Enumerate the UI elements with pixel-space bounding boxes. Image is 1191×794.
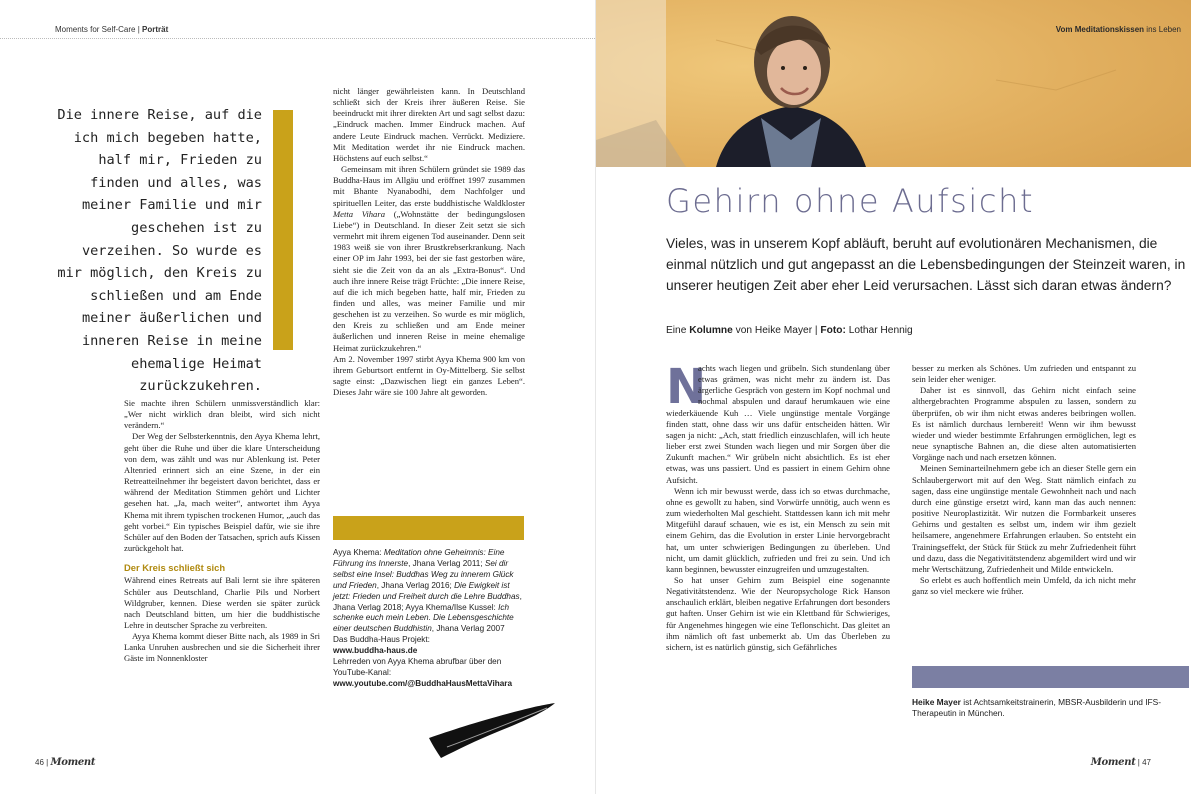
page-number: 47 <box>1142 758 1151 767</box>
paragraph: nicht länger gewährleisten kann. In Deutschland schließt sich der Kreis ihrer äußeren Reise. Sie beeindruckt mit ihrer direkten Art und sagt selbst dazu: „Eindruck machen. Immer Eindruck machen. Auf andere Leute Eindruck machen. Verrückt. Mediziere. Mit Meditation werdet ihr nie Eindruck machen. Höchstens auf euch selbst.“ <box>333 86 525 163</box>
brush-stroke-decoration <box>427 700 557 760</box>
header-section: Moments for Self-Care <box>55 25 136 34</box>
info-box-bar <box>333 516 524 540</box>
right-column-2 <box>912 363 1136 597</box>
running-header-right: Vom Meditationskissen ins Leben <box>1055 25 1181 34</box>
pull-quote-bar <box>273 110 293 350</box>
paragraph: So hat unser Gehirn zum Beispiel eine sogenannte Negativitätstendenz. Wie der Neuropsychologe Rick Hanson anschaulich erklärt, bleiben negative Erfahrungen dort besonders gut haften. Unser Gehirn ist wie ein Klettband für Schwieriges, für Angenehmes hingegen wie eine Teflonschicht. Das gleitet an ihm nämlich oft fast unbemerkt ab. Um das Überleben zu sichern, ist es natürlich günstig, sich Gefährliches <box>666 574 890 652</box>
pull-quote: Die innere Reise, auf die ich mich begeben hatte, half mir, Frieden zu finden und alles, was meiner Familie und mir geschehen ist zu verzeihen. So wurde es mir möglich, den Kreis zu schließen und am Ende meiner äußerlichen und inneren Reise in meine ehemalige Heimat zurückzukehren. <box>57 107 262 395</box>
subheading: Der Kreis schließt sich <box>124 562 226 574</box>
right-column-1 <box>666 359 890 653</box>
magazine-logo: Moment <box>1090 757 1136 768</box>
paragraph: Daher ist es sinnvoll, das Gehirn nicht einfach seine althergebrachten Programme abspulen zu lassen, sondern zu überprüfen, ob wir ihm nicht etwas anderes beibringen wollen. Es ist nämlich durchaus lernbereit! Wenn wir ihm bewusst wieder und wieder bestimmte Erfahrungen ermöglichen, legt es neue synaptische Bahnen an, die diese alten automatisierten Vorgänge nach und nach ersetzen können. <box>912 385 1136 463</box>
paragraph: Der Weg der Selbsterkenntnis, den Ayya Khema lehrt, geht über die Ruhe und über die klare Unterscheidung von dem, was zählt und was nur Ablenkung ist. Peter Altenried erinnert sich an eine Szene, in der ein Retreatteilnehmer ihr begeistert davon berichtet, dass er während der Meditation Stimmen gehört und Lichter gesehen hat. „Ja, mach weiter“, antwortet ihm Ayya Khema mit ihrem typischen trockenen Humor, „auch das geht vorbei.“ Ein typisches Beispiel dafür, wie sie ihre Schüler auf den Boden der Tatsachen, sprich aufs Kissen zurückgeholt hat. <box>124 431 320 554</box>
paragraph: Am 2. November 1997 stirbt Ayya Khema 900 km von ihrem Geburtsort entfernt in Oy-Mittelberg. Sie selbst sagte einst: „Dazwischen liegt ein ganzes Leben“. Dieses Jahr wäre sie 100 Jahre alt geworden. <box>333 353 525 398</box>
author-bio-bar <box>912 666 1189 688</box>
youtube-link[interactable]: www.youtube.com/@BuddhaHausMettaVihara <box>333 678 513 688</box>
drop-cap: N <box>666 359 707 415</box>
paragraph: So erlebt es auch hoffentlich mein Umfeld, da ich nicht mehr ganz so viel meckere wie früher. <box>912 574 1136 597</box>
paragraph: besser zu merken als Schönes. Um zufrieden und entspannt zu sein leider eher weniger. <box>912 363 1136 385</box>
paragraph: Wenn ich mir bewusst werde, dass ich so etwas durchmache, ohne es gewollt zu haben, sind Vorwürfe unnötig, auch wenn es zum wiederholten Mal geschieht. Stattdessen kann ich mit mehr Mitgefühl darauf schauen, wie es ist, ein Mensch zu sein mit einem Gehirn, das die Evolution in erster Linie hervorgebracht hat, um unter schwierigen Bedingungen zu überleben. Und nicht, um damit glücklich, zufrieden und frei zu sein. Und ich kann beginnen, bewusster einzugreifen und umzugestalten. <box>666 485 890 574</box>
paragraph: Gemeinsam mit ihren Schülern gründet sie 1989 das Buddha-Haus im Allgäu und eröffnet 1997 zusammen mit Bhante Nyanabodhi, dem Nachfolger und spirituellen Leiter, das erste buddhistische Waldkloster Metta Vihara („Wohnstätte der bedingungslosen Liebe“) in Deutschland. In dieser Zeit setzt sie sich vermehrt mit ihrem eigenen Tod auseinander. Denn seit 1983 weiß sie von ihrer Brustkrebserkrankung. Nach einer OP im Jahr 1993, bei der sie fast gestorben wäre, sieht sie die Zeit von da an als „Extra-Bonus“. Und auch ihre innere Reise trägt Früchte: „Die innere Reise, auf die ich mich begeben hatte, half mir, Frieden zu finden und alles, was meiner Familie und mir geschehen ist zu verzeihen. So wurde es mir möglich, den Kreis zu schließen und am Ende meiner äußerlichen und inneren Reise in meine ehemalige Heimat zurückzukehren.“ <box>333 164 525 353</box>
header-category: Porträt <box>142 25 169 34</box>
byline: Eine Kolumne von Heike Mayer | Foto: Lothar Hennig <box>666 325 913 336</box>
paragraph: Meinen Seminarteilnehmern gebe ich an dieser Stelle gern ein Schlaubergerwort mit auf den Weg. Statt nämlich einfach zu sagen, dass eine ungünstige mentale Gewohnheit nach und nach durch eine günstige ersetzt wird, kann man das auch nennen: positive Neuroplastizität. Wir nutzen die Formbarkeit unseres Gehirns und gestalten es selbst um, indem wir ihm gezielt heilsamere, angenehmere Erfahrungen erlauben. So entsteht ein Trainingseffekt, der Stück für Stück zu mehr Zufriedenheit führt und dazu, dass die Negativitätstendenz abgemildert wird und wir mehr Wertschätzung, Zufriedenheit und Milde entwickeln. <box>912 463 1136 574</box>
website-link[interactable]: www.buddha-haus.de <box>333 646 418 656</box>
article-title: Gehirn ohne Aufsicht <box>666 182 1035 220</box>
folio-right: Moment | 47 <box>1090 757 1151 768</box>
header-dotted-rule <box>0 38 595 39</box>
info-box <box>333 548 525 690</box>
folio-left: 46 | Moment <box>35 757 96 768</box>
article-lead: Vieles, was in unserem Kopf abläuft, beruht auf evolutionären Mechanismen, die einmal nützlich und gut angepasst an die Lebensbedingungen der Steinzeit waren, in unserer heutigen Zeit aber eher Leid verursachen. Lässt sich daran etwas ändern? <box>666 236 1186 294</box>
left-column-1 <box>124 398 320 665</box>
paragraph: achts wach liegen und grübeln. Sich stundenlang über etwas grämen, was nicht mehr zu ändern ist. Das ärgerliche Gespräch von gestern im Kopf nochmal und nochmal abspulen und darauf herumkauen wie eine wiederkäuende Kuh … Viele ungünstige mentale Vorgänge finden statt, ohne dass wir uns dafür entscheiden hätten. Wir sagen ja nicht: „Ach, statt friedlich einzuschlafen, will ich heute lieber erst zwei Stunden wach liegen und mir Sorgen über die Zukunft machen.“ Wir grübeln nicht absichtlich. Es ist eher etwas, was uns passiert. Und es passiert in einem Gehirn ohne Aufsicht. <box>666 363 890 485</box>
italic-term: Metta Vihara <box>333 208 385 219</box>
right-page <box>596 0 1191 794</box>
left-page <box>0 0 595 794</box>
magazine-logo: Moment <box>50 757 96 768</box>
running-header-left <box>55 25 168 34</box>
paragraph: Sie machte ihren Schülern unmissverständlich klar: „Wer nicht wirklich dran bleibt, wird sich nicht verändern.“ <box>124 398 320 431</box>
page-number: 46 <box>35 758 44 767</box>
paragraph: Ayya Khema kommt dieser Bitte nach, als 1989 in Sri Lanka Unruhen ausbrechen und sie die Sicherheit ihrer Gäste im Nonnenkloster <box>124 631 320 664</box>
book-list: Ayya Khema: Meditation ohne Geheimnis: Eine Führung ins Innerste, Jhana Verlag 2011; Sei dir selbst eine Insel: Buddhas Weg zu innerem Glück und Frieden, Jhana Verlag 2016; Die Ewigkeit ist jetzt: Frieden und Freiheit durch die Lehre Buddhas, Jhana Verlag 2018; Ayya Khema/Ilse Kussel: Ich schenke euch mein Leben. Die Lebensgeschichte einer deutschen Buddhistin, Jhana Verlag 2007 <box>333 548 522 634</box>
header-separator: | <box>137 25 140 34</box>
youtube-info: Lehrreden von Ayya Khema abrufbar über den YouTube-Kanal: www.youtube.com/@BuddhaHausMettaVihara <box>333 657 513 688</box>
author-bio: Heike Mayer ist Achtsamkeitstrainerin, MBSR-Ausbilderin und IFS-Therapeutin in München. <box>912 697 1162 719</box>
paragraph: Während eines Retreats auf Bali lernt sie ihre späteren Schüler aus Deutschland, Charlie Pils und Norbert Wildgruber, kennen. Diese werden sie später zurück nach Deutschland bitten, um hier die buddhistische Lehre in deutscher Sprache zu verbreiten. <box>124 575 320 630</box>
left-column-2 <box>333 86 525 398</box>
project-label: Das Buddha-Haus Projekt: <box>333 635 430 645</box>
